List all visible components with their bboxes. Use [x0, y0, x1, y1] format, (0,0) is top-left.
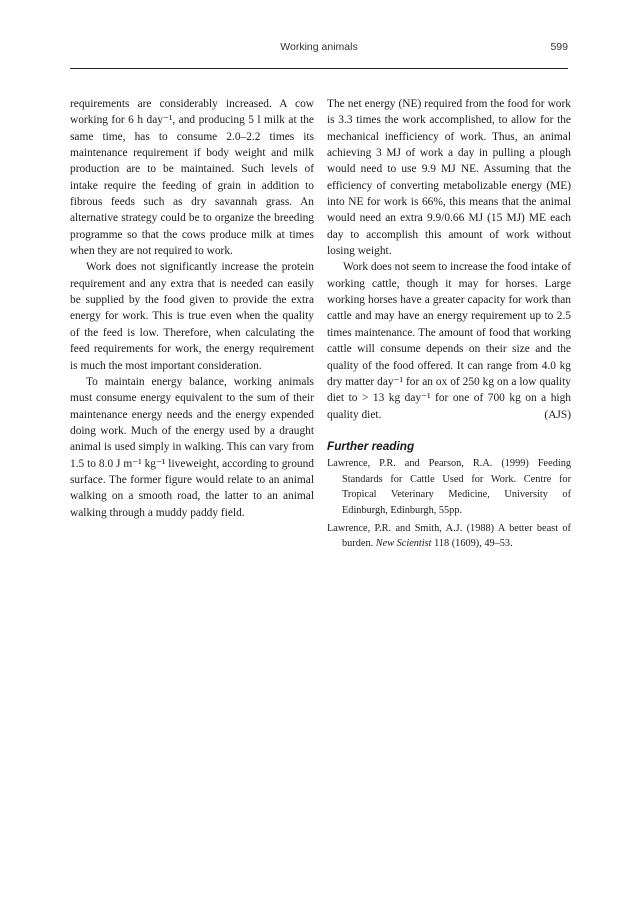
journal-title: New Scientist [375, 538, 432, 550]
paragraph [327, 259, 571, 422]
reference-text: Lawrence, P.R. and Smith, A.J. (1988) A better beast of burden. [327, 522, 571, 550]
reference-text: Lawrence, P.R. and Pearson, R.A. (1999) Feeding Standards for Cattle Used for Work. Centre for Tropical Veterinary Medicine, University of Edinburgh, Edinburgh, 55pp. [327, 458, 571, 516]
paragraph-text: Work does not seem to increase the food intake of working cattle, though it may for horses. Large working horses have a greater capacity for work than cattle and may have an energy requirement up to 2.5 times maintenance. The amount of food that working cattle will consume depends on their size and the quality of the food offered. It can range from 4.0 kg dry matter day⁻¹ for an ox of 250 kg on a low quality diet to > 13 kg day⁻¹ for one of 700 kg on a high quality diet. [327, 261, 571, 421]
reference-item [327, 521, 571, 552]
right-column [327, 96, 571, 554]
paragraph: requirements are considerably increased. A cow working for 6 h day⁻¹, and producing 5 l milk at the same time, has to consume 2.0–2.2 times its maintenance requirement if body weight and milk production are to be maintained. Such levels of intake require the feeding of grain in addition to fibrous feeds such as dry savannah grass. An alternative strategy could be to organize the breeding programme so that the cows produce milk at times when they are not required to work. [70, 98, 314, 258]
paragraph: To maintain energy balance, working animals must consume energy equivalent to the sum of their maintenance energy needs and the energy expended doing work. Much of the energy used by a draught animal is used simply in walking. This can vary from 1.5 to 8.0 J m⁻¹ kg⁻¹ liveweight, according to ground surface. The former figure would relate to an animal walking on a smooth road, the latter to an animal walking through a muddy paddy field. [70, 375, 314, 519]
reference-item [327, 456, 571, 518]
further-reading-heading: Further reading [327, 438, 415, 453]
left-column [70, 96, 314, 521]
author-tag: (AJS) [544, 408, 571, 421]
paragraph: The net energy (NE) required from the food for work is 3.3 times the work accomplished, to allow for the mechanical inefficiency of work. Thus, an animal achieving 3 MJ of work a day in pulling a plough would need to use 9.9 MJ NE. Assuming that the efficiency of converting metabolizable energy (ME) into NE for work is 66%, this means that the animal would need an extra 9.9/0.66 MJ (15 MJ) ME each day to accomplish this amount of work without losing weight. [327, 98, 571, 258]
reference-citation: 118 (1609), 49–53. [431, 538, 513, 550]
paragraph: Work does not significantly increase the protein requirement and any extra that is needed can easily be supplied by the food given to provide the extra energy for work. This is true even when the quality of the feed is low. Therefore, when calculating the feed requirements for work, the energy requirement is much the most important consideration. [70, 261, 314, 372]
page-number: 599 [550, 41, 568, 53]
header-rule [70, 68, 568, 69]
reference-list [327, 456, 571, 552]
running-title: Working animals [280, 41, 358, 53]
running-head [70, 41, 568, 57]
